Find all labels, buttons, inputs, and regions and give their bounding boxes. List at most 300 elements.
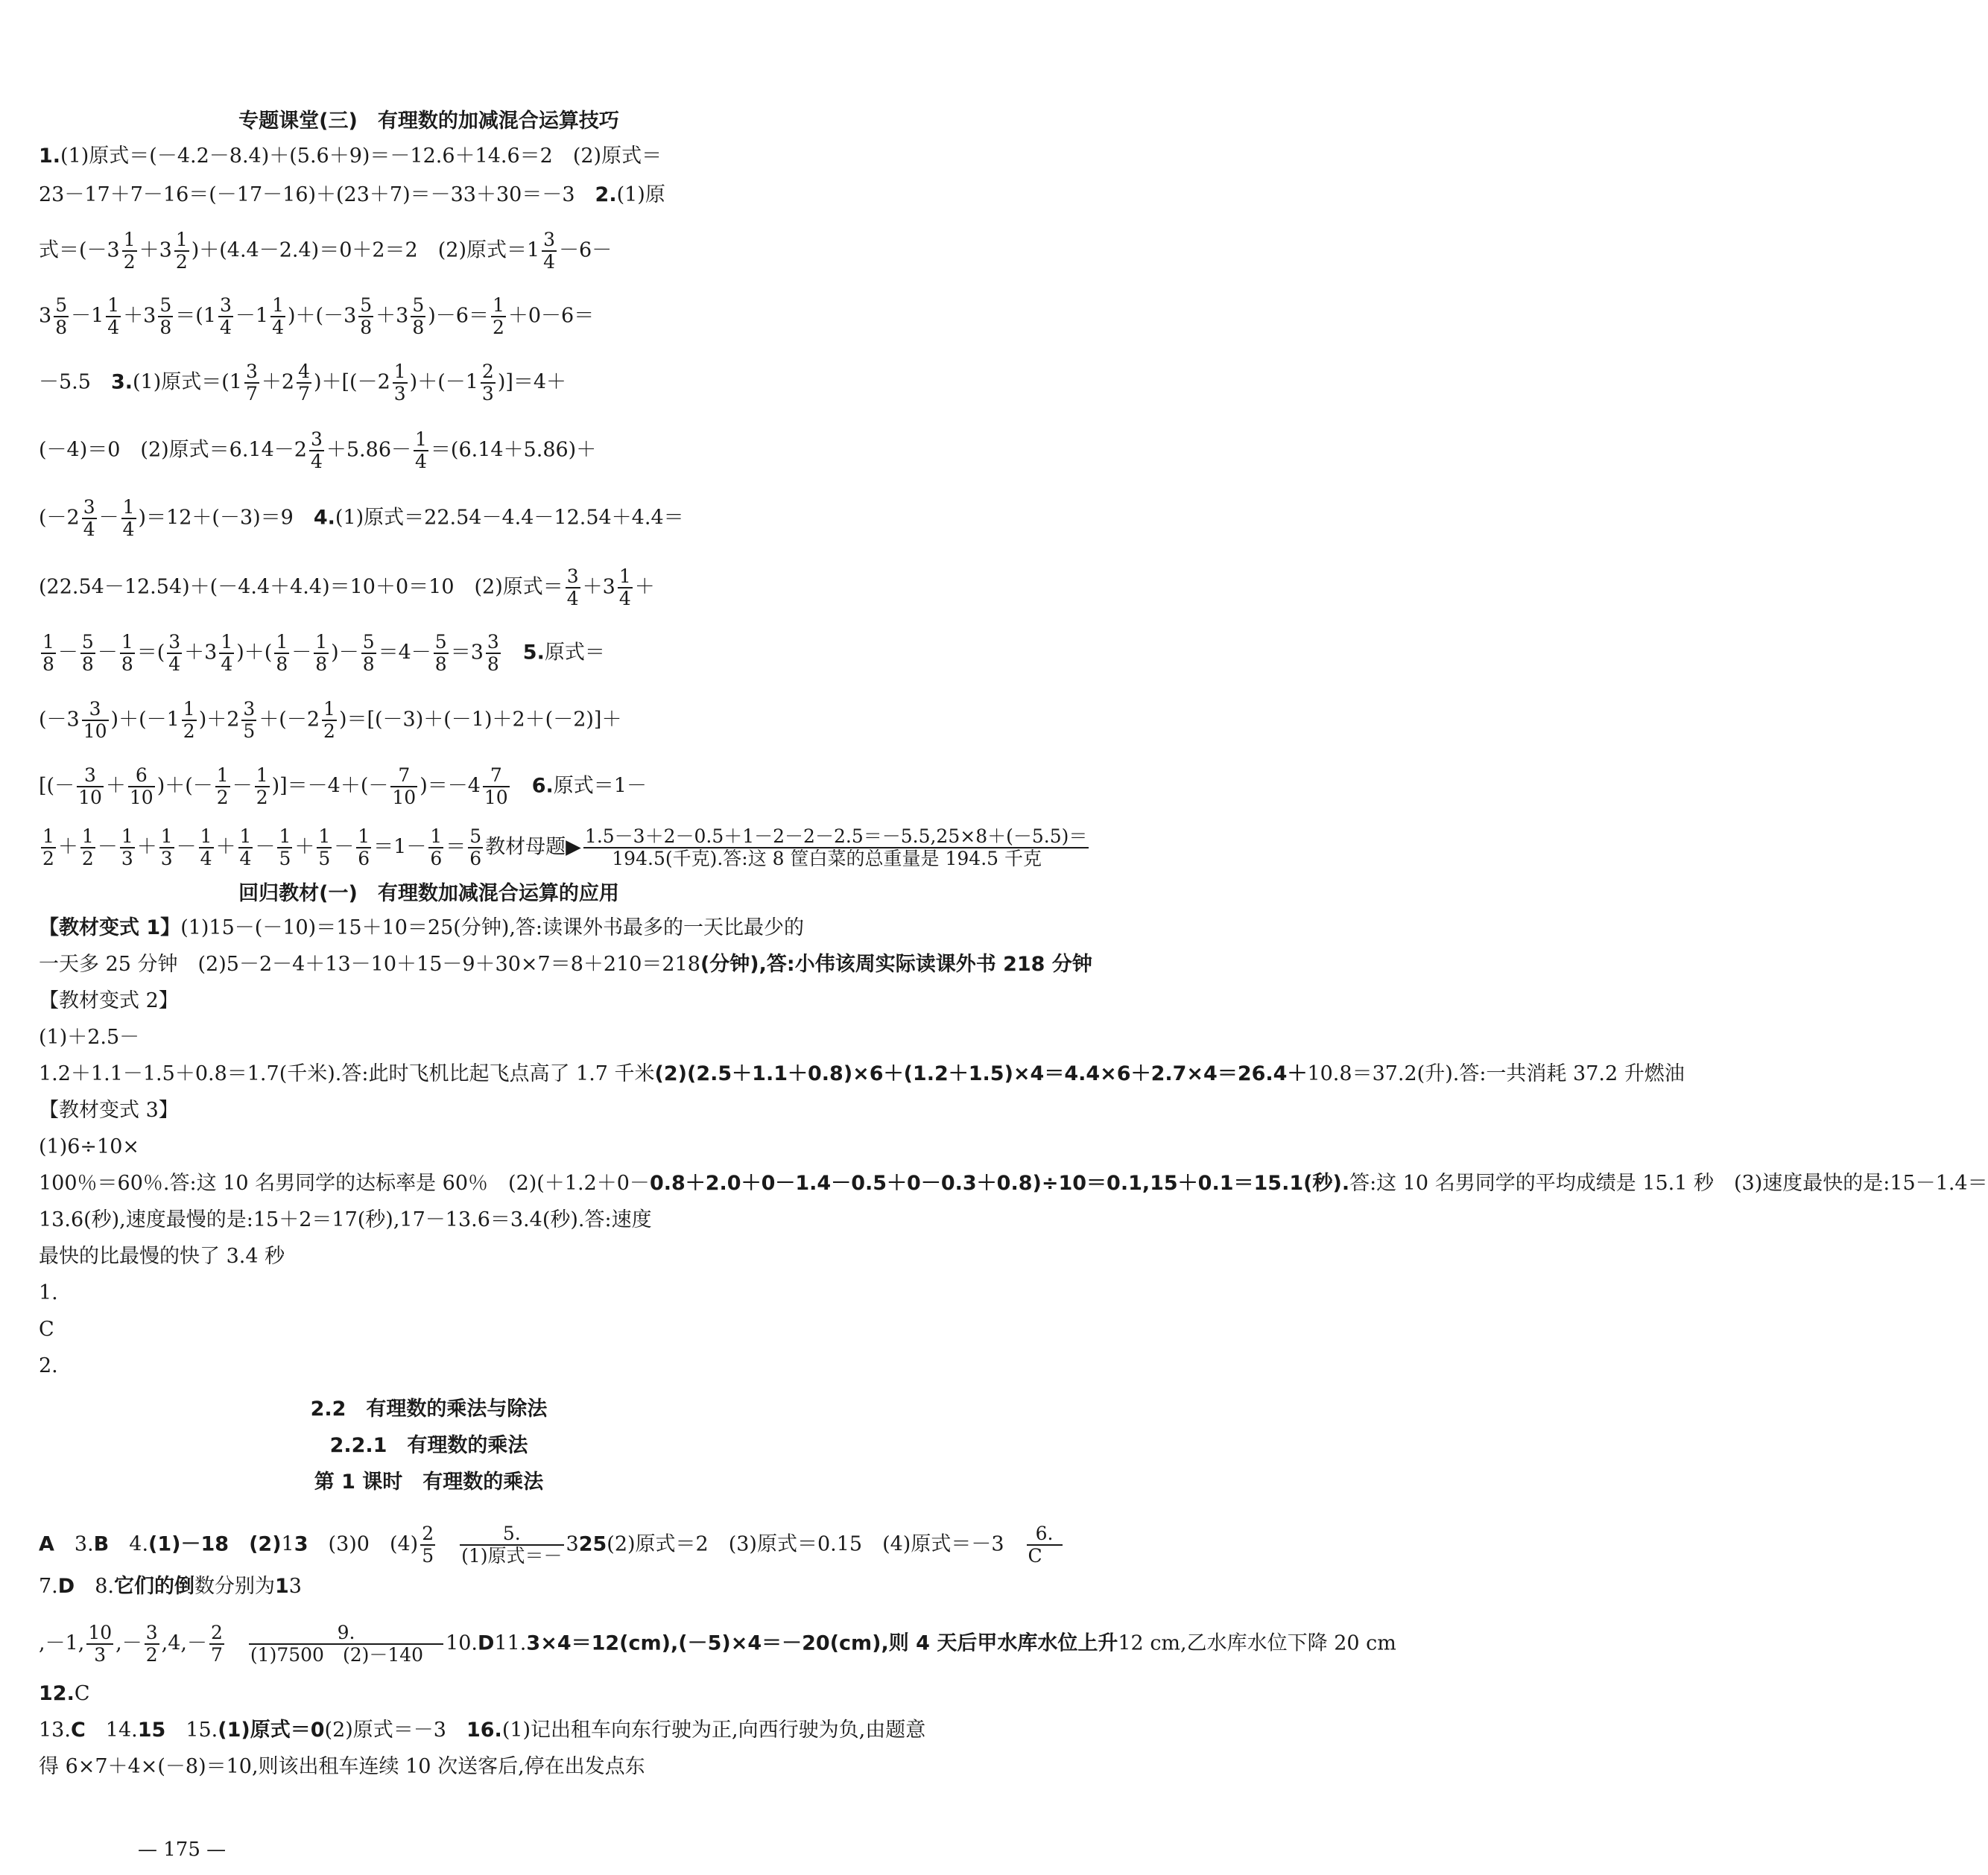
text-run: 11. bbox=[494, 1631, 527, 1655]
text-run: 1.5－3＋2－0.5＋1－2－2－2.5＝－5.5,25×8＋(－5.5)＝ bbox=[584, 825, 1088, 847]
fraction bbox=[1027, 1523, 1063, 1567]
fraction bbox=[297, 361, 311, 404]
text-line bbox=[39, 1207, 762, 1234]
text-run: 1 bbox=[239, 825, 252, 847]
text-run: 8. bbox=[95, 1575, 114, 1598]
text-run: 原式＝1－ bbox=[553, 774, 647, 798]
text-run: C bbox=[39, 1318, 75, 1341]
text-line bbox=[39, 1097, 762, 1124]
text-run: )＋[(－2 bbox=[313, 370, 390, 394]
text-run bbox=[512, 775, 532, 798]
text-line bbox=[39, 1061, 1705, 1088]
text-run: 7 bbox=[483, 765, 510, 787]
text-run: )－ bbox=[331, 641, 359, 664]
text-run: (1)原式＝(－4.2－8.4)＋(5.6＋9)＝－12.6＋14.6＝2 (2)原式＝ bbox=[60, 145, 662, 168]
text-run: ＋3 bbox=[582, 575, 615, 599]
text-run: 4 bbox=[220, 317, 232, 338]
text-run: 25 bbox=[578, 1532, 607, 1556]
text-run: 10 bbox=[392, 787, 417, 808]
text-run: 1 bbox=[492, 294, 504, 316]
fraction bbox=[215, 765, 230, 808]
text-run: 4 bbox=[200, 848, 212, 869]
text-run: 5 bbox=[243, 720, 256, 742]
text-run: ＋5.86－ bbox=[326, 438, 411, 462]
text-run: 13. bbox=[39, 1719, 71, 1742]
text-run: ＋3 bbox=[123, 304, 156, 328]
text-run: 2 bbox=[481, 361, 494, 382]
fraction bbox=[434, 632, 449, 675]
text-run: 7. bbox=[39, 1575, 58, 1598]
text-run: 2 bbox=[492, 317, 504, 338]
fraction bbox=[390, 765, 417, 808]
text-run: ＝ bbox=[446, 835, 466, 859]
text-run: ＋3 bbox=[376, 304, 409, 328]
text-run: 1 bbox=[216, 764, 229, 786]
text-run: ＋ bbox=[57, 835, 78, 859]
text-run: ＝3 bbox=[450, 641, 484, 664]
fraction bbox=[481, 361, 496, 404]
text-run: 3 bbox=[245, 361, 258, 382]
text-run: 原式＝ bbox=[544, 641, 605, 664]
fraction bbox=[121, 497, 136, 540]
text-run: 8 bbox=[362, 653, 375, 675]
text-run: (22.54－12.54)＋(－4.4＋4.4)＝10＋0＝10 (2)原式＝ bbox=[39, 575, 563, 599]
text-run: 8 bbox=[315, 653, 328, 675]
text-run: 12 cm,乙水库水位下降 20 cm bbox=[1118, 1631, 1416, 1655]
fraction bbox=[158, 295, 173, 338]
text-run: 5 bbox=[360, 294, 373, 316]
text-run: 1 bbox=[42, 825, 54, 847]
text-run: 3 bbox=[393, 383, 406, 404]
text-run: －5.5 bbox=[39, 370, 111, 394]
text-run: 5 bbox=[55, 294, 68, 316]
text-run: 1 bbox=[618, 565, 631, 587]
text-run bbox=[227, 1632, 247, 1655]
fraction bbox=[77, 765, 104, 808]
text-run: (1)原 bbox=[616, 183, 665, 206]
fraction bbox=[414, 429, 428, 472]
text-run: 1 bbox=[430, 825, 443, 847]
text-run: 8 bbox=[55, 317, 68, 338]
text-line bbox=[39, 1024, 762, 1051]
text-run: 8 bbox=[81, 653, 94, 675]
heading-back1: 回归教材(一) 有理数加减混合运算的应用 bbox=[238, 882, 619, 905]
fraction bbox=[249, 1622, 443, 1666]
text-run: 最快的比最慢的快了 3.4 秒 bbox=[39, 1245, 285, 1268]
text-run: 1 bbox=[160, 825, 173, 847]
text-line bbox=[39, 915, 805, 942]
text-line bbox=[39, 361, 762, 404]
text-run: 7 bbox=[211, 1644, 223, 1666]
fraction bbox=[309, 429, 324, 472]
text-run: 6 bbox=[469, 848, 482, 869]
heading-sec221: 2.2.1 有理数的乘法 bbox=[329, 1434, 528, 1457]
text-run: )＋(－1 bbox=[110, 708, 180, 732]
text-run: 1 bbox=[358, 825, 370, 847]
fraction bbox=[82, 699, 109, 742]
fraction bbox=[145, 1622, 159, 1666]
text-run: )＝[(－3)＋(－1)＋2＋(－2)]＋ bbox=[338, 708, 622, 732]
fraction bbox=[277, 826, 292, 869]
text-run: 3. bbox=[110, 370, 133, 394]
text-run: 3 bbox=[566, 1532, 579, 1556]
text-run: ＋2 bbox=[261, 370, 295, 394]
text-run: 8 bbox=[42, 653, 54, 675]
text-run: 8 bbox=[412, 317, 425, 338]
text-run: [(－ bbox=[39, 774, 75, 798]
text-line bbox=[39, 429, 762, 472]
text-run: 194.5(千克).答:这 8 筐白菜的总重量是 194.5 千克 bbox=[612, 848, 1060, 869]
text-run: 1 bbox=[122, 496, 135, 518]
text-run: 1 bbox=[42, 631, 54, 653]
text-run: ＝1－ bbox=[373, 835, 427, 859]
text-run: 3 bbox=[121, 848, 133, 869]
text-run: 3×4＝12(cm),(－5)×4＝－20(cm),则 4 天后甲水库水位上升 bbox=[526, 1631, 1118, 1655]
text-line bbox=[39, 182, 762, 209]
text-run: 8 bbox=[360, 317, 373, 338]
text-run: 5 bbox=[469, 825, 482, 847]
text-run: 1 bbox=[315, 631, 328, 653]
text-run: 6. bbox=[1027, 1523, 1063, 1546]
text-run: 3 bbox=[83, 496, 95, 518]
fraction bbox=[122, 229, 137, 273]
text-run: 100％＝60％.答:这 10 名男同学的达标率是 60％ (2)(＋1.2＋0－ bbox=[39, 1172, 650, 1195]
text-run: (1)记出租车向东行驶为正,向西行驶为负,由题意 bbox=[501, 1719, 926, 1742]
text-run: 3 bbox=[160, 848, 173, 869]
text-line bbox=[39, 632, 762, 675]
text-run: ＋ bbox=[105, 774, 126, 798]
text-run: ＋(－2 bbox=[259, 708, 320, 732]
text-run: 8 bbox=[159, 317, 172, 338]
text-run: 6. bbox=[531, 774, 554, 798]
text-run: ＋3 bbox=[184, 641, 218, 664]
text-run: 2 bbox=[183, 720, 195, 742]
text-line bbox=[39, 1353, 762, 1380]
fraction bbox=[460, 1523, 563, 1567]
fraction bbox=[209, 1622, 224, 1666]
text-run: 教材母题▶ bbox=[485, 835, 581, 859]
text-run: )]＝－4＋(－ bbox=[271, 774, 389, 798]
text-line bbox=[39, 1316, 762, 1343]
text-line bbox=[39, 566, 762, 609]
text-run: 3 bbox=[220, 294, 232, 316]
text-run: C bbox=[74, 1682, 110, 1705]
text-run: ＝( bbox=[136, 641, 165, 664]
text-run: 2 bbox=[422, 1523, 434, 1544]
fraction bbox=[41, 826, 56, 869]
text-run: 10 bbox=[129, 787, 153, 808]
text-run: 5 bbox=[434, 631, 447, 653]
text-run: 16. bbox=[466, 1719, 502, 1742]
text-run: ,4,－ bbox=[161, 1631, 207, 1655]
text-run: ＋0－6＝ bbox=[507, 304, 595, 328]
text-run: 14. bbox=[105, 1719, 138, 1742]
text-run: (1)15－(－10)＝15＋10＝25(分钟),答:读课外书最多的一天比最少的 bbox=[180, 916, 805, 939]
fraction bbox=[270, 295, 285, 338]
text-run: )－6＝ bbox=[428, 304, 489, 328]
text-run: 3 bbox=[82, 699, 109, 721]
fraction bbox=[322, 699, 337, 742]
text-run: 1 bbox=[121, 631, 133, 653]
text-line bbox=[39, 1523, 1061, 1567]
text-run: 1 bbox=[107, 294, 120, 316]
text-run: 1 bbox=[256, 764, 268, 786]
text-run: B bbox=[93, 1532, 130, 1556]
text-run: 3 bbox=[77, 765, 104, 787]
text-run: (1)原式＝22.54－4.4－12.54＋4.4＝ bbox=[335, 506, 684, 530]
text-run: － bbox=[97, 835, 118, 859]
fraction bbox=[428, 826, 443, 869]
text-run: (－3 bbox=[39, 708, 80, 732]
fraction bbox=[80, 632, 95, 675]
text-run: ＝(1 bbox=[175, 304, 216, 328]
text-run: 3 bbox=[566, 565, 579, 587]
text-run: 2 bbox=[81, 848, 94, 869]
text-run: 8 bbox=[434, 653, 447, 675]
fraction bbox=[167, 632, 182, 675]
text-run: 3. bbox=[74, 1532, 94, 1556]
text-line bbox=[39, 143, 762, 170]
text-run: C bbox=[70, 1719, 106, 1742]
text-line bbox=[39, 988, 762, 1015]
text-run: 3 bbox=[288, 1575, 302, 1598]
text-line bbox=[39, 1717, 926, 1744]
text-run: 7 bbox=[298, 383, 310, 404]
text-run: 23－17＋7－16＝(－17－16)＋(23＋7)＝－33＋30＝－3 bbox=[39, 183, 595, 206]
fraction bbox=[420, 1523, 435, 1567]
text-run: 1.2＋1.1－1.5＋0.8＝1.7(千米).答:此时飞机比起飞点高了 1.7 千米 bbox=[39, 1062, 655, 1085]
text-run: 2 bbox=[123, 251, 136, 273]
text-run: D bbox=[57, 1575, 95, 1598]
text-run: 2. bbox=[595, 183, 617, 206]
fraction bbox=[128, 765, 155, 808]
text-run: 数分别为 bbox=[194, 1575, 275, 1598]
text-run: 10. bbox=[446, 1631, 478, 1655]
page-number: — 175 — bbox=[138, 1838, 227, 1861]
text-run: (3)0 (4) bbox=[308, 1532, 419, 1556]
fraction bbox=[274, 632, 289, 675]
text-run: 1 bbox=[274, 1575, 289, 1598]
text-line bbox=[39, 1754, 762, 1780]
fraction bbox=[468, 826, 483, 869]
text-line bbox=[39, 1280, 762, 1307]
fraction bbox=[219, 632, 234, 675]
text-run: (1)原式＝0 bbox=[218, 1719, 325, 1742]
fraction bbox=[120, 632, 135, 675]
text-run: 9. bbox=[249, 1622, 443, 1645]
text-run: )＋(－ bbox=[156, 774, 213, 798]
fraction bbox=[491, 295, 506, 338]
text-run: 5. bbox=[460, 1523, 563, 1546]
text-run: 1 bbox=[415, 428, 427, 450]
text-run: 3 bbox=[481, 383, 494, 404]
text-run: 4 bbox=[415, 451, 427, 472]
text-run: ,－1, bbox=[39, 1631, 85, 1655]
text-run: ＋ bbox=[136, 835, 157, 859]
text-run: 得 6×7＋4×(－8)＝10,则该出租车连续 10 次送客后,停在出发点东 bbox=[39, 1755, 645, 1778]
text-run: 1 bbox=[393, 361, 406, 382]
text-line bbox=[39, 295, 762, 338]
text-run: 3 bbox=[168, 631, 181, 653]
fraction bbox=[486, 632, 501, 675]
text-run: 3 bbox=[94, 1644, 107, 1666]
text-run: 5 bbox=[318, 848, 331, 869]
text-run: )＋2 bbox=[198, 708, 240, 732]
fraction bbox=[54, 295, 69, 338]
text-run: 10 bbox=[78, 787, 102, 808]
text-line bbox=[39, 699, 762, 742]
fraction bbox=[86, 1622, 113, 1666]
text-run: (1)原式＝－ bbox=[461, 1545, 563, 1567]
text-run: 1 bbox=[123, 229, 136, 250]
text-run: － bbox=[176, 835, 197, 859]
text-run: 6 bbox=[128, 765, 155, 787]
text-run: 7 bbox=[390, 765, 417, 787]
text-run: 2 bbox=[211, 1622, 223, 1643]
text-run bbox=[503, 641, 523, 664]
text-run: 6 bbox=[358, 848, 370, 869]
fraction bbox=[255, 765, 270, 808]
text-run: (1)7500 (2)－140 bbox=[250, 1644, 443, 1666]
text-run: )]＝4＋ bbox=[497, 370, 567, 394]
text-run: 1 bbox=[279, 825, 291, 847]
text-run: 【教材变式 1】 bbox=[39, 916, 181, 939]
text-run: －1 bbox=[71, 304, 104, 328]
text-run: (2)原式＝－3 bbox=[324, 1719, 466, 1742]
text-run: 10.8＝37.2(升).答:一共消耗 37.2 升燃油 bbox=[1307, 1062, 1705, 1085]
text-run: 5 bbox=[412, 294, 425, 316]
text-run: 1 bbox=[323, 698, 335, 720]
text-run: 4 bbox=[566, 588, 579, 609]
text-run: 1 bbox=[121, 825, 133, 847]
text-run: 0.8＋2.0＋0－1.4－0.5＋0－0.3＋0.8)÷10＝0.1,15＋0.1＝15.1(秒). bbox=[649, 1172, 1350, 1195]
text-run: (1)6÷10× bbox=[39, 1135, 140, 1158]
text-run: 3 bbox=[243, 698, 256, 720]
text-run: 3 bbox=[487, 631, 499, 653]
text-run: 3 bbox=[39, 304, 52, 328]
text-run: (1)＋2.5－ bbox=[39, 1026, 140, 1049]
text-line bbox=[39, 1573, 762, 1600]
text-line bbox=[39, 497, 762, 540]
text-line bbox=[39, 765, 762, 808]
text-run: 1 bbox=[318, 825, 331, 847]
text-run: － bbox=[97, 641, 118, 664]
fraction bbox=[356, 826, 371, 869]
text-run: 5 bbox=[422, 1545, 434, 1567]
text-run: D bbox=[478, 1631, 495, 1655]
text-line bbox=[39, 951, 1112, 978]
heading-lesson1: 第 1 课时 有理数的乘法 bbox=[314, 1471, 544, 1494]
text-run: 8 bbox=[276, 653, 288, 675]
fraction bbox=[80, 826, 95, 869]
heading-topic3: 专题课堂(三) 有理数的加减混合运算技巧 bbox=[238, 110, 619, 133]
text-run: 5 bbox=[279, 848, 291, 869]
fraction bbox=[199, 826, 214, 869]
text-run: 1 bbox=[81, 825, 94, 847]
text-run: 5 bbox=[81, 631, 94, 653]
text-run: 一天多 25 分钟 (2)5－2－4＋13－10＋15－9＋30×7＝8＋210＝218 bbox=[39, 953, 700, 976]
text-run: － bbox=[98, 506, 119, 530]
text-run: 1 bbox=[221, 631, 233, 653]
text-run: 3 bbox=[145, 1622, 158, 1643]
text-run: A bbox=[39, 1532, 75, 1556]
fraction bbox=[483, 765, 510, 808]
text-run: 4 bbox=[83, 518, 95, 540]
text-run: (－2 bbox=[39, 506, 80, 530]
text-run: 4 bbox=[168, 653, 181, 675]
text-run: －1 bbox=[235, 304, 269, 328]
text-run: 2. bbox=[39, 1354, 58, 1377]
fraction bbox=[358, 295, 373, 338]
text-run: ＝(6.14＋5.86)＋ bbox=[430, 438, 597, 462]
text-run: )＝12＋(－3)＝9 bbox=[138, 506, 314, 530]
text-run: 7 bbox=[245, 383, 258, 404]
fraction bbox=[182, 699, 197, 742]
text-run: － bbox=[232, 774, 253, 798]
fraction bbox=[361, 632, 376, 675]
text-run: )＋( bbox=[236, 641, 273, 664]
fraction bbox=[314, 632, 329, 675]
fraction bbox=[41, 632, 56, 675]
text-run: － bbox=[57, 641, 78, 664]
text-run: 3 bbox=[294, 1532, 308, 1556]
fraction bbox=[174, 229, 189, 273]
text-run: )＋(－3 bbox=[288, 304, 357, 328]
text-run: 15. bbox=[186, 1719, 218, 1742]
text-run: 4 bbox=[310, 451, 323, 472]
text-run: 10 bbox=[83, 720, 107, 742]
text-run: 1. bbox=[39, 145, 61, 168]
fraction bbox=[82, 497, 97, 540]
text-run: (2)(2.5＋1.1＋0.8)×6＋(1.2＋1.5)×4＝4.4×6＋2.7×4＝26.4＋ bbox=[654, 1062, 1308, 1085]
text-line bbox=[39, 229, 762, 273]
text-run: 2 bbox=[323, 720, 335, 742]
text-run: － bbox=[334, 835, 355, 859]
text-run: 4 bbox=[543, 251, 556, 273]
text-run: －6－ bbox=[559, 238, 612, 262]
text-run: 15 bbox=[137, 1719, 186, 1742]
text-run: 10 bbox=[88, 1622, 113, 1643]
text-run: ＋ bbox=[634, 575, 655, 599]
fraction bbox=[618, 566, 633, 609]
text-run: 1 bbox=[175, 229, 188, 250]
text-run: 4 bbox=[272, 317, 284, 338]
text-run: 4. bbox=[313, 506, 335, 530]
fraction bbox=[244, 361, 259, 404]
text-run: 5 bbox=[362, 631, 375, 653]
fraction bbox=[542, 229, 557, 273]
text-run: 4 bbox=[298, 361, 310, 382]
fraction bbox=[566, 566, 580, 609]
fraction bbox=[120, 826, 135, 869]
text-run: 5 bbox=[159, 294, 172, 316]
text-run: 4 bbox=[122, 518, 135, 540]
text-run: 2 bbox=[42, 848, 54, 869]
text-run: 【教材变式 2】 bbox=[39, 989, 179, 1012]
text-run: 答:这 10 名男同学的平均成绩是 15.1 秒 (3)速度最快的是:15－1.4＝ bbox=[1349, 1172, 1988, 1195]
text-run: 2 bbox=[256, 787, 268, 808]
text-run: ＋ bbox=[294, 835, 315, 859]
text-run: 2 bbox=[216, 787, 229, 808]
text-run: 4 bbox=[221, 653, 233, 675]
fraction bbox=[411, 295, 425, 338]
text-run: (分钟),答:小伟该周实际读课外书 218 分钟 bbox=[700, 953, 1112, 976]
text-run: (2)原式＝2 (3)原式＝0.15 (4)原式＝－3 bbox=[607, 1532, 1025, 1556]
text-run: 13.6(秒),速度最慢的是:15＋2＝17(秒),17－13.6＝3.4(秒).答:速度 bbox=[39, 1208, 652, 1231]
text-line bbox=[39, 1622, 1416, 1666]
text-run: (1)原式＝(1 bbox=[133, 370, 242, 394]
text-run: C bbox=[1028, 1545, 1061, 1567]
